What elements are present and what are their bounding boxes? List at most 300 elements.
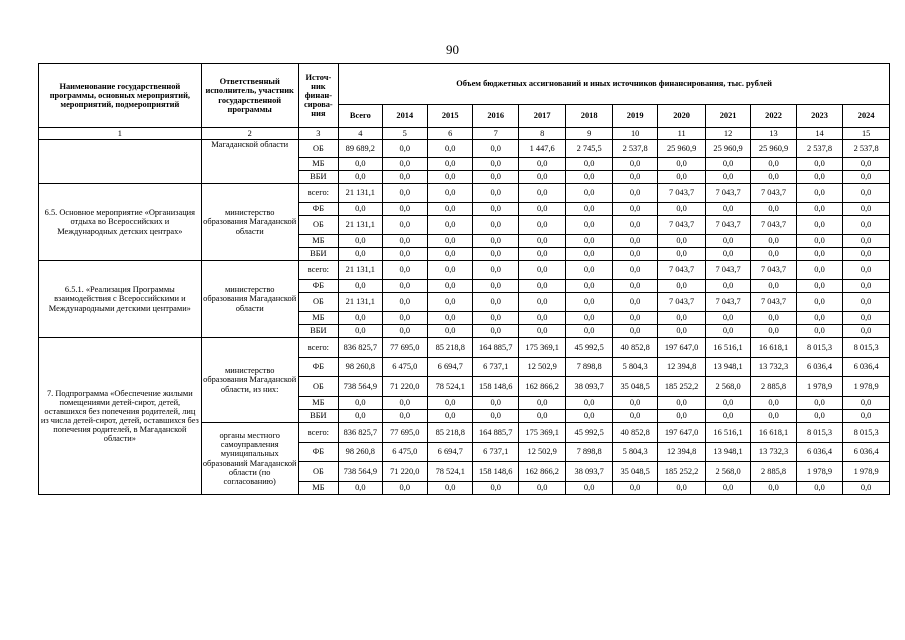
value-cell: 0,0: [705, 397, 750, 410]
executor-cell: министерство образования Магаданской области: [201, 184, 298, 261]
value-cell: 0,0: [382, 397, 427, 410]
value-cell: 71 220,0: [382, 377, 427, 397]
value-cell: 8 015,3: [843, 423, 890, 443]
value-cell: 0,0: [518, 261, 565, 280]
value-cell: 0,0: [612, 482, 657, 495]
value-cell: 1 978,9: [843, 462, 890, 482]
year-header: 2024: [843, 105, 890, 128]
value-cell: 2 568,0: [705, 377, 750, 397]
value-cell: 5 804,3: [612, 358, 657, 377]
value-cell: 0,0: [428, 293, 473, 312]
table-row: [39, 261, 890, 280]
value-cell: 0,0: [473, 184, 518, 203]
value-cell: 185 252,2: [658, 462, 705, 482]
source-cell: ФБ: [298, 358, 338, 377]
value-cell: 175 369,1: [518, 338, 565, 358]
value-cell: 0,0: [705, 203, 750, 216]
value-cell: 0,0: [518, 171, 565, 184]
value-cell: 98 260,8: [339, 358, 382, 377]
value-cell: 0,0: [843, 235, 890, 248]
value-cell: 0,0: [566, 293, 612, 312]
value-cell: 0,0: [428, 171, 473, 184]
value-cell: 78 524,1: [428, 462, 473, 482]
value-cell: 0,0: [473, 482, 518, 495]
value-cell: 2 537,8: [843, 140, 890, 158]
value-cell: 0,0: [518, 248, 565, 261]
value-cell: 0,0: [566, 171, 612, 184]
value-cell: 0,0: [518, 184, 565, 203]
value-cell: 0,0: [339, 171, 382, 184]
value-cell: 0,0: [566, 216, 612, 235]
column-number: 3: [298, 128, 338, 140]
column-number: 12: [705, 128, 750, 140]
value-cell: 98 260,8: [339, 443, 382, 462]
value-cell: 0,0: [612, 216, 657, 235]
value-cell: 0,0: [518, 325, 565, 338]
column-number: 4: [339, 128, 382, 140]
value-cell: 0,0: [751, 482, 796, 495]
value-cell: 13 948,1: [705, 443, 750, 462]
executor-cell: министерство образования Магаданской области: [201, 261, 298, 338]
value-cell: 6 694,7: [428, 443, 473, 462]
value-cell: 2 537,8: [612, 140, 657, 158]
value-cell: 0,0: [566, 312, 612, 325]
value-cell: 0,0: [751, 158, 796, 171]
value-cell: 164 885,7: [473, 338, 518, 358]
value-cell: 0,0: [843, 325, 890, 338]
value-cell: 0,0: [339, 280, 382, 293]
value-cell: 0,0: [843, 293, 890, 312]
value-cell: 0,0: [473, 397, 518, 410]
value-cell: 0,0: [382, 235, 427, 248]
value-cell: 0,0: [518, 397, 565, 410]
column-number: 14: [796, 128, 842, 140]
value-cell: 0,0: [796, 261, 842, 280]
value-cell: 836 825,7: [339, 338, 382, 358]
value-cell: 0,0: [428, 184, 473, 203]
source-cell: МБ: [298, 158, 338, 171]
value-cell: 158 148,6: [473, 377, 518, 397]
value-cell: 0,0: [751, 171, 796, 184]
value-cell: 7 898,8: [566, 443, 612, 462]
value-cell: 175 369,1: [518, 423, 565, 443]
value-cell: 185 252,2: [658, 377, 705, 397]
column-number: 11: [658, 128, 705, 140]
executor-cell: органы местного самоуправления муниципальных образований Магаданской области (по согласованию): [201, 423, 298, 495]
value-cell: 0,0: [339, 235, 382, 248]
value-cell: 35 048,5: [612, 462, 657, 482]
value-cell: 0,0: [796, 482, 842, 495]
value-cell: 1 978,9: [843, 377, 890, 397]
value-cell: 0,0: [658, 482, 705, 495]
value-cell: 0,0: [705, 410, 750, 423]
value-cell: 0,0: [796, 280, 842, 293]
value-cell: 0,0: [612, 325, 657, 338]
source-cell: МБ: [298, 397, 338, 410]
value-cell: 6 737,1: [473, 443, 518, 462]
value-cell: 2 537,8: [796, 140, 842, 158]
value-cell: 0,0: [751, 397, 796, 410]
year-header: 2019: [612, 105, 657, 128]
value-cell: 0,0: [428, 410, 473, 423]
value-cell: 0,0: [428, 216, 473, 235]
value-cell: 0,0: [566, 158, 612, 171]
value-cell: 0,0: [796, 410, 842, 423]
budget-table: [38, 63, 890, 495]
value-cell: 0,0: [382, 312, 427, 325]
value-cell: 0,0: [428, 140, 473, 158]
source-cell: ОБ: [298, 140, 338, 158]
value-cell: 0,0: [382, 325, 427, 338]
value-cell: 6 475,0: [382, 443, 427, 462]
value-cell: 7 043,7: [751, 293, 796, 312]
value-cell: 0,0: [428, 325, 473, 338]
value-cell: 0,0: [658, 171, 705, 184]
value-cell: 836 825,7: [339, 423, 382, 443]
value-cell: 0,0: [382, 158, 427, 171]
source-cell: ВБИ: [298, 325, 338, 338]
year-header: 2018: [566, 105, 612, 128]
value-cell: 0,0: [518, 216, 565, 235]
value-cell: 0,0: [382, 184, 427, 203]
value-cell: 0,0: [339, 410, 382, 423]
value-cell: 0,0: [843, 482, 890, 495]
value-cell: 0,0: [658, 203, 705, 216]
value-cell: 12 394,8: [658, 443, 705, 462]
value-cell: 0,0: [658, 158, 705, 171]
value-cell: 7 043,7: [751, 261, 796, 280]
column-number: 5: [382, 128, 427, 140]
value-cell: 0,0: [382, 248, 427, 261]
value-cell: 0,0: [612, 293, 657, 312]
value-cell: 0,0: [751, 203, 796, 216]
value-cell: 0,0: [382, 261, 427, 280]
value-cell: 0,0: [566, 410, 612, 423]
value-cell: 0,0: [796, 397, 842, 410]
value-cell: 0,0: [382, 140, 427, 158]
value-cell: 0,0: [566, 325, 612, 338]
value-cell: 25 960,9: [705, 140, 750, 158]
value-cell: 0,0: [705, 248, 750, 261]
year-header: 2023: [796, 105, 842, 128]
value-cell: 738 564,9: [339, 462, 382, 482]
value-cell: 0,0: [428, 280, 473, 293]
value-cell: 0,0: [382, 171, 427, 184]
value-cell: 7 043,7: [658, 293, 705, 312]
value-cell: 0,0: [473, 248, 518, 261]
value-cell: 6 036,4: [796, 358, 842, 377]
value-cell: 13 948,1: [705, 358, 750, 377]
value-cell: 0,0: [796, 235, 842, 248]
year-header: 2015: [428, 105, 473, 128]
source-cell: МБ: [298, 235, 338, 248]
value-cell: 45 992,5: [566, 338, 612, 358]
year-header: Всего: [339, 105, 382, 128]
value-cell: 0,0: [751, 312, 796, 325]
value-cell: 0,0: [473, 235, 518, 248]
value-cell: 16 516,1: [705, 338, 750, 358]
value-cell: 0,0: [428, 397, 473, 410]
value-cell: 0,0: [612, 171, 657, 184]
value-cell: 0,0: [796, 158, 842, 171]
source-cell: всего:: [298, 423, 338, 443]
value-cell: 0,0: [339, 397, 382, 410]
value-cell: 0,0: [751, 235, 796, 248]
value-cell: 0,0: [612, 248, 657, 261]
value-cell: 25 960,9: [751, 140, 796, 158]
value-cell: 7 043,7: [751, 184, 796, 203]
value-cell: 16 618,1: [751, 338, 796, 358]
value-cell: 0,0: [751, 280, 796, 293]
value-cell: 0,0: [382, 410, 427, 423]
source-cell: МБ: [298, 312, 338, 325]
source-cell: всего:: [298, 338, 338, 358]
value-cell: 89 689,2: [339, 140, 382, 158]
value-cell: 0,0: [428, 261, 473, 280]
value-cell: 0,0: [428, 203, 473, 216]
column-number: 1: [39, 128, 202, 140]
source-cell: ФБ: [298, 280, 338, 293]
source-cell: ВБИ: [298, 410, 338, 423]
value-cell: 1 447,6: [518, 140, 565, 158]
value-cell: 45 992,5: [566, 423, 612, 443]
value-cell: 0,0: [382, 280, 427, 293]
value-cell: 0,0: [339, 482, 382, 495]
source-cell: всего:: [298, 261, 338, 280]
value-cell: 78 524,1: [428, 377, 473, 397]
table-body: [39, 140, 890, 495]
value-cell: 0,0: [705, 482, 750, 495]
value-cell: 0,0: [473, 280, 518, 293]
source-cell: ОБ: [298, 216, 338, 235]
value-cell: 0,0: [566, 482, 612, 495]
value-cell: 0,0: [796, 171, 842, 184]
value-cell: 0,0: [566, 248, 612, 261]
source-cell: ВБИ: [298, 248, 338, 261]
value-cell: 738 564,9: [339, 377, 382, 397]
value-cell: 0,0: [473, 203, 518, 216]
value-cell: 0,0: [339, 203, 382, 216]
value-cell: 8 015,3: [843, 338, 890, 358]
value-cell: 7 898,8: [566, 358, 612, 377]
value-cell: 0,0: [658, 248, 705, 261]
value-cell: 164 885,7: [473, 423, 518, 443]
source-cell: МБ: [298, 482, 338, 495]
value-cell: 12 502,9: [518, 358, 565, 377]
value-cell: 0,0: [843, 184, 890, 203]
source-cell: ФБ: [298, 203, 338, 216]
value-cell: 0,0: [796, 293, 842, 312]
column-numbers-row: [39, 128, 890, 140]
value-cell: 77 695,0: [382, 338, 427, 358]
value-cell: 0,0: [473, 325, 518, 338]
value-cell: 12 394,8: [658, 358, 705, 377]
header-source: Источ-ник финан-сирова-ния: [298, 64, 338, 128]
value-cell: 0,0: [705, 171, 750, 184]
value-cell: 2 745,5: [566, 140, 612, 158]
source-cell: ОБ: [298, 462, 338, 482]
value-cell: 21 131,1: [339, 184, 382, 203]
year-header: 2014: [382, 105, 427, 128]
value-cell: 0,0: [612, 397, 657, 410]
year-header: 2020: [658, 105, 705, 128]
value-cell: 197 647,0: [658, 423, 705, 443]
value-cell: 6 036,4: [843, 443, 890, 462]
value-cell: 6 694,7: [428, 358, 473, 377]
value-cell: 35 048,5: [612, 377, 657, 397]
value-cell: 0,0: [518, 410, 565, 423]
value-cell: 0,0: [428, 235, 473, 248]
value-cell: 0,0: [566, 261, 612, 280]
value-cell: 0,0: [473, 312, 518, 325]
value-cell: 0,0: [843, 280, 890, 293]
value-cell: 197 647,0: [658, 338, 705, 358]
page-number: 90: [446, 42, 459, 57]
value-cell: 0,0: [382, 293, 427, 312]
program-name-cell: 7. Подпрограмма «Обеспечение жилыми помещениями детей-сирот, детей, оставшихся без попечения родителей, лиц из числа детей-сирот, детей, оставшихся без попечения родителей, в Магаданской области»: [39, 338, 202, 495]
value-cell: 0,0: [339, 158, 382, 171]
value-cell: 0,0: [339, 312, 382, 325]
program-name-cell: 6.5. Основное мероприятие «Организация отдыха во Всероссийских и Международных детских центрах»: [39, 184, 202, 261]
header-executor: Ответственный исполнитель, участник государственной программы: [201, 64, 298, 128]
value-cell: 0,0: [705, 280, 750, 293]
value-cell: 6 737,1: [473, 358, 518, 377]
value-cell: 12 502,9: [518, 443, 565, 462]
value-cell: 2 885,8: [751, 377, 796, 397]
value-cell: 0,0: [473, 140, 518, 158]
value-cell: 0,0: [612, 235, 657, 248]
value-cell: 0,0: [612, 410, 657, 423]
value-cell: 0,0: [518, 235, 565, 248]
value-cell: 0,0: [473, 158, 518, 171]
value-cell: 0,0: [796, 325, 842, 338]
value-cell: 0,0: [843, 203, 890, 216]
value-cell: 0,0: [473, 293, 518, 312]
value-cell: 0,0: [566, 280, 612, 293]
value-cell: 0,0: [612, 280, 657, 293]
value-cell: 0,0: [658, 410, 705, 423]
value-cell: 25 960,9: [658, 140, 705, 158]
value-cell: 16 516,1: [705, 423, 750, 443]
value-cell: 0,0: [843, 171, 890, 184]
column-number: 15: [843, 128, 890, 140]
value-cell: 0,0: [751, 325, 796, 338]
value-cell: 0,0: [843, 158, 890, 171]
value-cell: 0,0: [658, 280, 705, 293]
value-cell: 0,0: [518, 312, 565, 325]
column-number: 6: [428, 128, 473, 140]
executor-cell: Магаданской области: [201, 140, 298, 184]
value-cell: 2 568,0: [705, 462, 750, 482]
value-cell: 7 043,7: [705, 184, 750, 203]
value-cell: 0,0: [518, 203, 565, 216]
value-cell: 0,0: [705, 235, 750, 248]
value-cell: 85 218,8: [428, 423, 473, 443]
value-cell: 0,0: [843, 248, 890, 261]
program-name-cell: 6.5.1. «Реализация Программы взаимодействия с Всероссийскими и Международными детскими центрами»: [39, 261, 202, 338]
value-cell: 13 732,3: [751, 358, 796, 377]
value-cell: 0,0: [843, 410, 890, 423]
value-cell: 5 804,3: [612, 443, 657, 462]
value-cell: 0,0: [428, 158, 473, 171]
value-cell: 0,0: [339, 325, 382, 338]
value-cell: 0,0: [473, 171, 518, 184]
value-cell: 0,0: [566, 397, 612, 410]
value-cell: 0,0: [658, 325, 705, 338]
value-cell: 6 036,4: [843, 358, 890, 377]
column-number: 9: [566, 128, 612, 140]
value-cell: 0,0: [843, 261, 890, 280]
value-cell: 0,0: [751, 248, 796, 261]
value-cell: 21 131,1: [339, 216, 382, 235]
source-cell: ОБ: [298, 293, 338, 312]
table-row: [39, 338, 890, 358]
value-cell: 0,0: [566, 184, 612, 203]
value-cell: 6 475,0: [382, 358, 427, 377]
value-cell: 85 218,8: [428, 338, 473, 358]
value-cell: 38 093,7: [566, 377, 612, 397]
year-header: 2021: [705, 105, 750, 128]
value-cell: 40 852,8: [612, 338, 657, 358]
value-cell: 0,0: [705, 325, 750, 338]
value-cell: 0,0: [843, 216, 890, 235]
value-cell: 8 015,3: [796, 338, 842, 358]
value-cell: 77 695,0: [382, 423, 427, 443]
year-header: 2022: [751, 105, 796, 128]
executor-cell: министерство образования Магаданской области, из них:: [201, 338, 298, 423]
value-cell: 0,0: [658, 235, 705, 248]
value-cell: 16 618,1: [751, 423, 796, 443]
value-cell: 0,0: [612, 158, 657, 171]
value-cell: 0,0: [612, 184, 657, 203]
column-number: 8: [518, 128, 565, 140]
value-cell: 7 043,7: [705, 216, 750, 235]
value-cell: 0,0: [612, 261, 657, 280]
value-cell: 0,0: [382, 203, 427, 216]
value-cell: 162 866,2: [518, 377, 565, 397]
value-cell: 0,0: [382, 216, 427, 235]
value-cell: 158 148,6: [473, 462, 518, 482]
value-cell: 0,0: [473, 216, 518, 235]
value-cell: 21 131,1: [339, 261, 382, 280]
program-name-cell: [39, 140, 202, 184]
value-cell: 0,0: [705, 158, 750, 171]
source-cell: всего:: [298, 184, 338, 203]
source-cell: ОБ: [298, 377, 338, 397]
year-header: 2017: [518, 105, 565, 128]
value-cell: 40 852,8: [612, 423, 657, 443]
column-number: 2: [201, 128, 298, 140]
header-budget: Объем бюджетных ассигнований и иных источников финансирования, тыс. рублей: [339, 64, 890, 105]
value-cell: 0,0: [843, 312, 890, 325]
value-cell: 0,0: [566, 235, 612, 248]
value-cell: 0,0: [428, 248, 473, 261]
value-cell: 0,0: [796, 184, 842, 203]
column-number: 10: [612, 128, 657, 140]
value-cell: 6 036,4: [796, 443, 842, 462]
value-cell: 21 131,1: [339, 293, 382, 312]
table-row: [39, 140, 890, 158]
value-cell: 0,0: [796, 203, 842, 216]
value-cell: 1 978,9: [796, 462, 842, 482]
value-cell: 0,0: [658, 312, 705, 325]
value-cell: 7 043,7: [751, 216, 796, 235]
value-cell: 0,0: [473, 410, 518, 423]
value-cell: 0,0: [518, 482, 565, 495]
value-cell: 0,0: [339, 248, 382, 261]
value-cell: 7 043,7: [658, 184, 705, 203]
value-cell: 38 093,7: [566, 462, 612, 482]
